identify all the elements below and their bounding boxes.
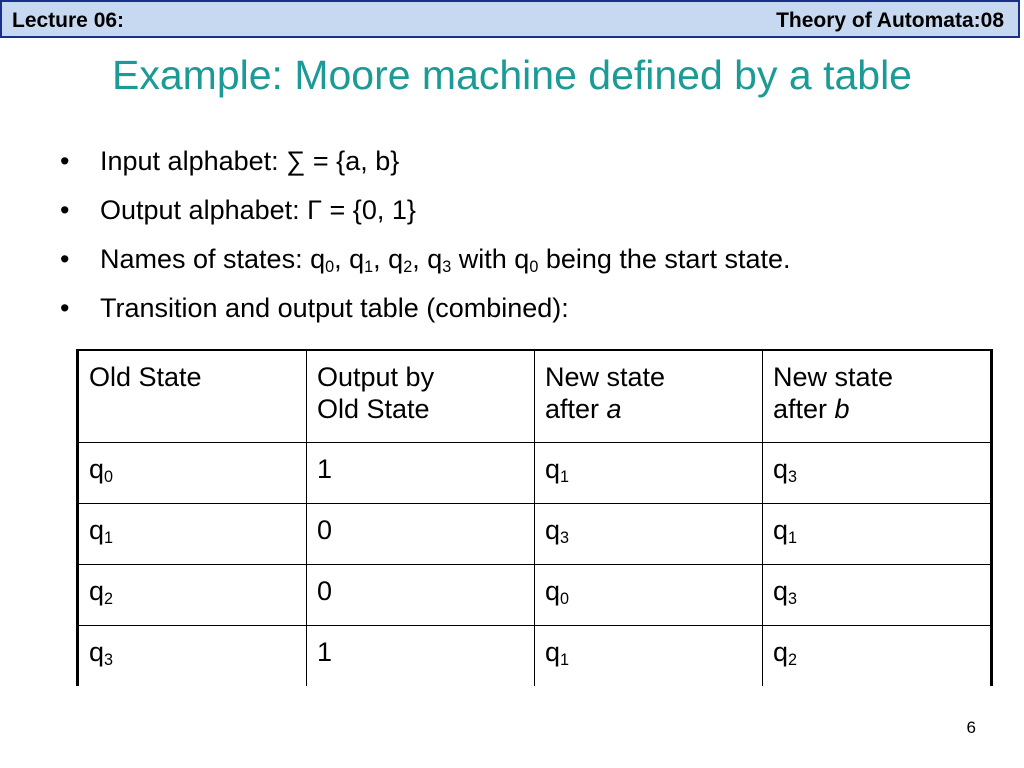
bullet-list bbox=[60, 146, 790, 342]
table-header-row bbox=[78, 350, 992, 442]
state-subscript: 1 bbox=[560, 467, 570, 486]
cell-output: 1 bbox=[307, 442, 535, 503]
cell-old-state bbox=[78, 564, 307, 625]
bullet-output-alphabet bbox=[60, 195, 790, 225]
start-state-subscript: 0 bbox=[529, 258, 539, 277]
table-row bbox=[78, 564, 992, 625]
header-old-state-label: Old State bbox=[89, 362, 202, 392]
state-subscript: 3 bbox=[788, 589, 798, 608]
state-subscript: 1 bbox=[104, 528, 114, 547]
cell-after-a bbox=[535, 503, 763, 564]
course-label: Theory of Automata:08 bbox=[776, 9, 1004, 32]
state-subscript: 1 bbox=[788, 528, 798, 547]
cell-after-b bbox=[763, 442, 992, 503]
cell-old-state bbox=[78, 503, 307, 564]
table-row bbox=[78, 625, 992, 686]
header-output-line2: Old State bbox=[317, 394, 430, 424]
header-symbol-b: b bbox=[834, 394, 850, 424]
input-alphabet-text: Input alphabet: ∑ = {a, b} bbox=[100, 146, 400, 176]
cell-after-b bbox=[763, 503, 992, 564]
cell-output: 0 bbox=[307, 564, 535, 625]
lecture-label: Lecture 06: bbox=[12, 9, 125, 32]
header-after-b bbox=[763, 350, 992, 442]
states-separator: , q bbox=[412, 244, 443, 274]
header-output bbox=[307, 350, 535, 442]
state-subscript: 1 bbox=[364, 258, 374, 277]
state-subscript: 2 bbox=[104, 589, 114, 608]
state-subscript: 2 bbox=[788, 650, 798, 669]
bullet-state-names bbox=[60, 244, 791, 277]
cell-after-a bbox=[535, 625, 763, 686]
state-letter: q bbox=[89, 636, 105, 667]
state-letter: q bbox=[773, 453, 789, 484]
header-old-state bbox=[78, 350, 307, 442]
slide-title: Example: Moore machine defined by a table bbox=[112, 52, 912, 98]
state-letter: q bbox=[89, 575, 105, 606]
state-letter: q bbox=[89, 514, 105, 545]
cell-after-a bbox=[535, 442, 763, 503]
state-letter: q bbox=[545, 453, 561, 484]
state-subscript: 3 bbox=[104, 650, 114, 669]
state-subscript: 3 bbox=[788, 467, 798, 486]
state-subscript: 2 bbox=[403, 258, 413, 277]
state-subscript: 1 bbox=[560, 650, 570, 669]
cell-after-b bbox=[763, 625, 992, 686]
table-row bbox=[78, 442, 992, 503]
header-symbol-a: a bbox=[606, 394, 622, 424]
header-after-a bbox=[535, 350, 763, 442]
state-letter: q bbox=[773, 514, 789, 545]
header-after-b-prefix: after bbox=[773, 394, 835, 424]
state-letter: q bbox=[773, 575, 789, 606]
output-alphabet-text: Output alphabet: Γ = {0, 1} bbox=[100, 195, 416, 225]
header-after-a-line1: New state bbox=[545, 362, 666, 392]
states-separator: , q bbox=[334, 244, 365, 274]
header-bar bbox=[0, 0, 1020, 38]
states-text-suffix: being the start state. bbox=[538, 244, 791, 274]
state-letter: q bbox=[545, 636, 561, 667]
transition-text: Transition and output table (combined): bbox=[100, 293, 569, 323]
state-subscript: 0 bbox=[104, 467, 114, 486]
header-output-line1: Output by bbox=[317, 362, 435, 392]
states-separator: , q bbox=[373, 244, 404, 274]
cell-old-state bbox=[78, 442, 307, 503]
states-text-prefix: Names of states: q bbox=[100, 244, 326, 274]
page-number: 6 bbox=[966, 718, 976, 737]
state-subscript: 3 bbox=[560, 528, 570, 547]
state-subscript: 0 bbox=[325, 258, 335, 277]
states-text-mid: with q bbox=[451, 244, 530, 274]
header-after-b-line1: New state bbox=[773, 362, 894, 392]
moore-table bbox=[76, 349, 993, 686]
state-letter: q bbox=[773, 636, 789, 667]
header-after-a-prefix: after bbox=[545, 394, 607, 424]
state-letter: q bbox=[545, 514, 561, 545]
state-letter: q bbox=[545, 575, 561, 606]
bullet-transition-table bbox=[60, 293, 790, 323]
table-row bbox=[78, 503, 992, 564]
cell-after-b bbox=[763, 564, 992, 625]
cell-old-state bbox=[78, 625, 307, 686]
bullet-input-alphabet bbox=[60, 146, 790, 176]
state-subscript: 3 bbox=[442, 258, 452, 277]
cell-output: 1 bbox=[307, 625, 535, 686]
cell-after-a bbox=[535, 564, 763, 625]
cell-output: 0 bbox=[307, 503, 535, 564]
state-subscript: 0 bbox=[560, 589, 570, 608]
state-letter: q bbox=[89, 453, 105, 484]
